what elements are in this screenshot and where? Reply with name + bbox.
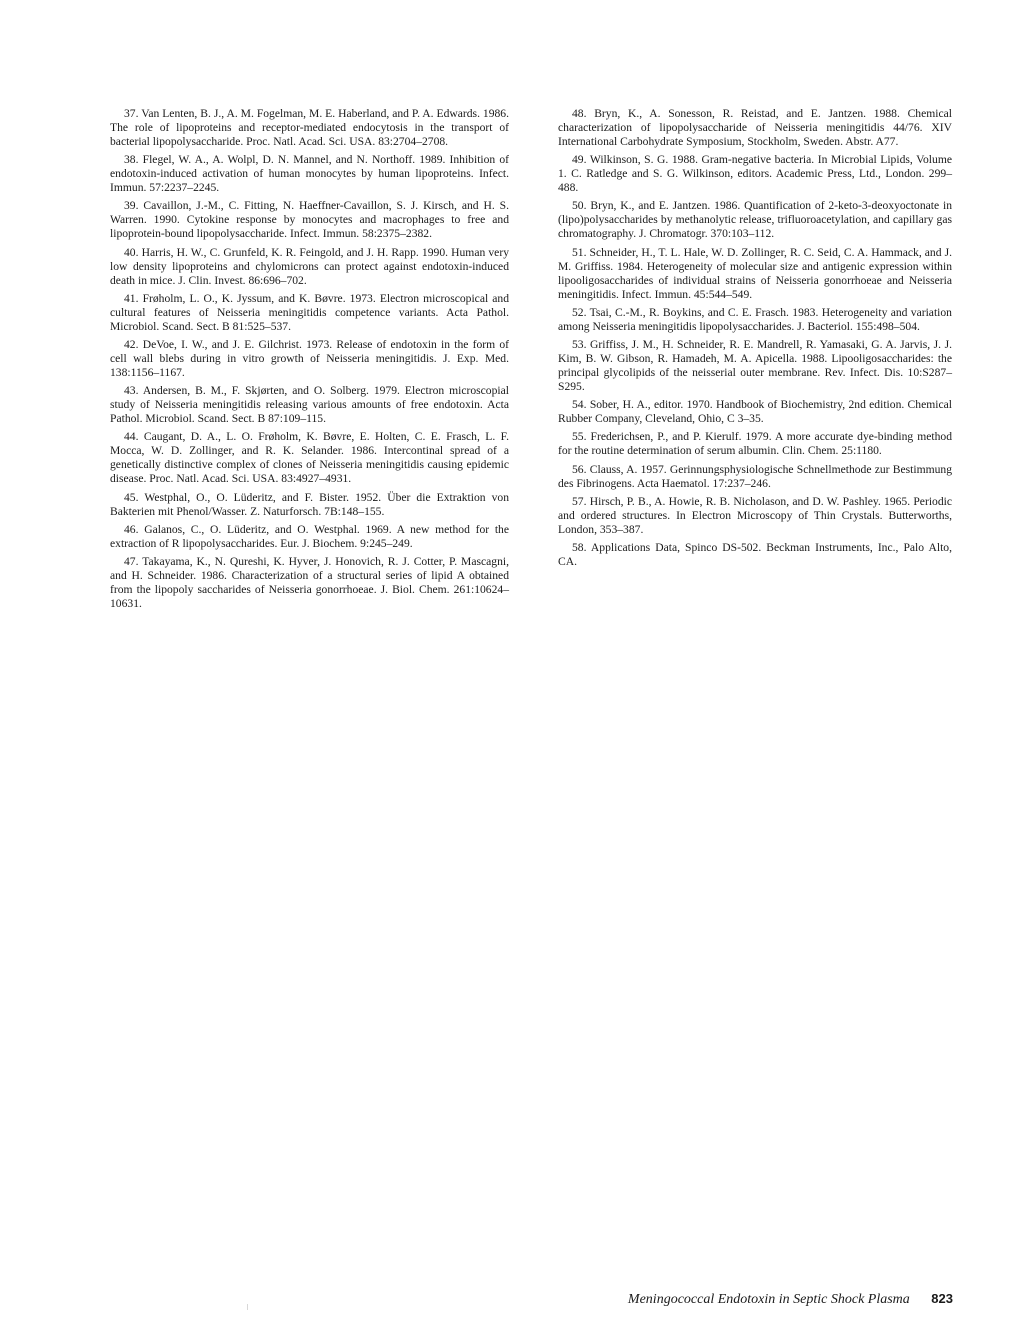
reference-number: 47. xyxy=(124,554,139,568)
running-title: Meningococcal Endotoxin in Septic Shock Plasma xyxy=(627,1292,910,1307)
reference-entry xyxy=(110,153,509,195)
reference-text: Wilkinson, S. G. 1988. Gram-negative bacteria. In Microbial Lipids, Volume 1. C. Ratledge and S. G. Wilkinson, editors. Academic Press, Ltd., London. 299–488. xyxy=(558,153,952,195)
reference-entry xyxy=(558,338,952,394)
reference-text: Tsai, C.-M., R. Boykins, and C. E. Frasch. 1983. Heterogeneity and variation among Neisseria meningitidis lipopolysaccharides. J. Bacteriol. 155:498–504. xyxy=(558,305,952,333)
reference-entry xyxy=(558,199,952,241)
reference-text: DeVoe, I. W., and J. E. Gilchrist. 1973. Release of endotoxin in the form of cell wall blebs during in vitro growth of Neisseria meningitidis. J. Exp. Med. 138:1156–1167. xyxy=(110,337,509,379)
reference-text: Westphal, O., O. Lüderitz, and F. Bister. 1952. Über die Extraktion von Bakterien mit Phenol/Wasser. Z. Naturforsch. 7B:148–155. xyxy=(110,490,509,518)
reference-text: Frederichsen, P., and P. Kierulf. 1979. A more accurate dye-binding method for the routine determination of serum albumin. Clin. Chem. 25:1180. xyxy=(558,430,952,458)
reference-number: 45. xyxy=(124,490,139,504)
reference-text: Galanos, C., O. Lüderitz, and O. Westphal. 1969. A new method for the extraction of R lipopolysaccharides. Eur. J. Biochem. 9:245–249. xyxy=(110,522,509,550)
reference-entry xyxy=(110,107,509,149)
reference-number: 38. xyxy=(124,153,139,167)
reference-text: Bryn, K., and E. Jantzen. 1986. Quantification of 2-keto-3-deoxyoctonate in (lipo)polysaccharides by methanolytic release, trifluoroacetylation, and capillary gas chromatography. J. Chromatogr. 370:103–112. xyxy=(558,199,952,241)
reference-text: Bryn, K., A. Sonesson, R. Reistad, and E. Jantzen. 1988. Chemical characterization of lipopolysaccharide of Neisseria meningitidis 44/76. XIV International Carbohydrate Symposium, Stockholm, Sweden. Abstr. A77. xyxy=(558,107,952,148)
reference-number: 50. xyxy=(572,199,587,213)
reference-text: Hirsch, P. B., A. Howie, R. B. Nicholason, and D. W. Pashley. 1965. Periodic and ordered structures. In Electron Microscopy of Thin Crystals. Butterworths, London, 353–387. xyxy=(558,494,952,536)
reference-entry xyxy=(558,541,952,569)
reference-entry xyxy=(110,491,509,519)
reference-entry xyxy=(110,292,509,334)
reference-entry xyxy=(558,246,952,302)
reference-number: 44. xyxy=(124,430,139,444)
reference-number: 43. xyxy=(124,384,139,398)
reference-text: Andersen, B. M., F. Skjørten, and O. Solberg. 1979. Electron microscopial study of Neisseria meningitidis releasing various amounts of free endotoxin. Acta Pathol. Microbiol. Scand. Sect. B 87:109–115. xyxy=(110,384,509,426)
reference-list-right xyxy=(558,107,952,573)
reference-entry xyxy=(110,523,509,551)
reference-text: Sober, H. A., editor. 1970. Handbook of Biochemistry, 2nd edition. Chemical Rubber Company, Cleveland, Ohio, C 3–35. xyxy=(558,398,952,426)
reference-text: Clauss, A. 1957. Gerinnungsphysiologische Schnellmethode zur Bestimmung des Fibrinogens. Acta Haematol. 17:237–246. xyxy=(558,462,953,490)
page-number: 823 xyxy=(931,1291,953,1306)
reference-text: Frøholm, L. O., K. Jyssum, and K. Bøvre. 1973. Electron microscopical and cultural features of Neisseria meningitidis competence variants. Acta Pathol. Microbiol. Scand. Sect. B 81:525–537. xyxy=(110,291,509,333)
reference-number: 42. xyxy=(124,337,139,351)
reference-number: 41. xyxy=(124,291,139,305)
reference-entry xyxy=(558,306,952,334)
reference-number: 58. xyxy=(572,540,587,554)
reference-entry xyxy=(558,495,952,537)
reference-number: 57. xyxy=(572,494,587,508)
reference-text: Flegel, W. A., A. Wolpl, D. N. Mannel, and N. Northoff. 1989. Inhibition of endotoxin-induced activation of human monocytes by human lipoproteins. Infect. Immun. 57:2237–2245. xyxy=(110,153,509,195)
reference-entry xyxy=(110,199,509,241)
reference-number: 49. xyxy=(572,153,587,167)
reference-text: Caugant, D. A., L. O. Frøholm, K. Bøvre, E. Holten, C. E. Frasch, L. F. Mocca, W. D. Zollinger, and R. K. Selander. 1986. Intercontinal spread of a genetically distinctive complex of clones of Neisseria meningitidis causing epidemic disease. Proc. Natl. Acad. Sci. USA. 83:4927–4931. xyxy=(110,430,509,486)
reference-number: 40. xyxy=(124,245,139,259)
reference-entry xyxy=(110,384,509,426)
reference-number: 48. xyxy=(572,107,587,120)
reference-list-left xyxy=(110,107,509,615)
reference-entry xyxy=(110,246,509,288)
page-footer xyxy=(628,1291,953,1308)
reference-entry xyxy=(110,555,509,611)
reference-number: 53. xyxy=(572,337,587,351)
reference-entry xyxy=(558,398,952,426)
reference-number: 51. xyxy=(572,245,587,259)
scan-mark xyxy=(247,1304,248,1310)
reference-text: Applications Data, Spinco DS-502. Beckman Instruments, Inc., Palo Alto, CA. xyxy=(558,540,952,568)
reference-entry xyxy=(558,430,952,458)
reference-number: 52. xyxy=(572,305,587,319)
reference-number: 46. xyxy=(124,522,139,536)
reference-number: 39. xyxy=(124,199,139,213)
reference-number: 54. xyxy=(572,398,587,412)
reference-number: 55. xyxy=(572,430,587,444)
reference-number: 56. xyxy=(572,462,587,476)
reference-text: Griffiss, J. M., H. Schneider, R. E. Mandrell, R. Yamasaki, G. A. Jarvis, J. J. Kim, B. W. Gibson, R. Hamadeh, M. A. Apicella. 1988. Lipooligosaccharides: the principal glycolipids of the neisserial outer membrane. Rev. Infect. Dis. 10:S287–S295. xyxy=(558,337,952,393)
reference-entry xyxy=(110,338,509,380)
reference-number: 37. xyxy=(124,107,139,120)
reference-entry xyxy=(558,153,952,195)
reference-text: Takayama, K., N. Qureshi, K. Hyver, J. Honovich, R. J. Cotter, P. Mascagni, and H. Schneider. 1986. Characterization of a structural series of lipid A obtained from the lipopoly saccharides of Neisseria gonorrhoeae. J. Biol. Chem. 261:10624–10631. xyxy=(110,554,509,610)
reference-entry xyxy=(558,463,952,491)
reference-text: Van Lenten, B. J., A. M. Fogelman, M. E. Haberland, and P. A. Edwards. 1986. The role of lipoproteins and receptor-mediated endocytosis in the transport of bacterial lipopolysaccharide. Proc. Natl. Acad. Sci. USA. 83:2704–2708. xyxy=(110,107,509,148)
reference-text: Schneider, H., T. L. Hale, W. D. Zollinger, R. C. Seid, C. A. Hammack, and J. M. Griffiss. 1984. Heterogeneity of molecular size and antigenic expression within lipooligosaccharides of individual strains of Neisseria gonorrhoeae and Neisseria meningitidis. Infect. Immun. 45:544–549. xyxy=(558,245,952,301)
reference-text: Harris, H. W., C. Grunfeld, K. R. Feingold, and J. H. Rapp. 1990. Human very low density lipoproteins and chylomicrons can protect against endotoxin-induced death in mice. J. Clin. Invest. 86:696–702. xyxy=(110,245,509,287)
reference-entry xyxy=(558,107,952,149)
reference-entry xyxy=(110,430,509,486)
reference-text: Cavaillon, J.-M., C. Fitting, N. Haeffner-Cavaillon, S. J. Kirsch, and H. S. Warren. 1990. Cytokine response by monocytes and macrophages to free and lipoprotein-bound lipopolysaccharide. Infect. Immun. 58:2375–2382. xyxy=(110,199,509,241)
